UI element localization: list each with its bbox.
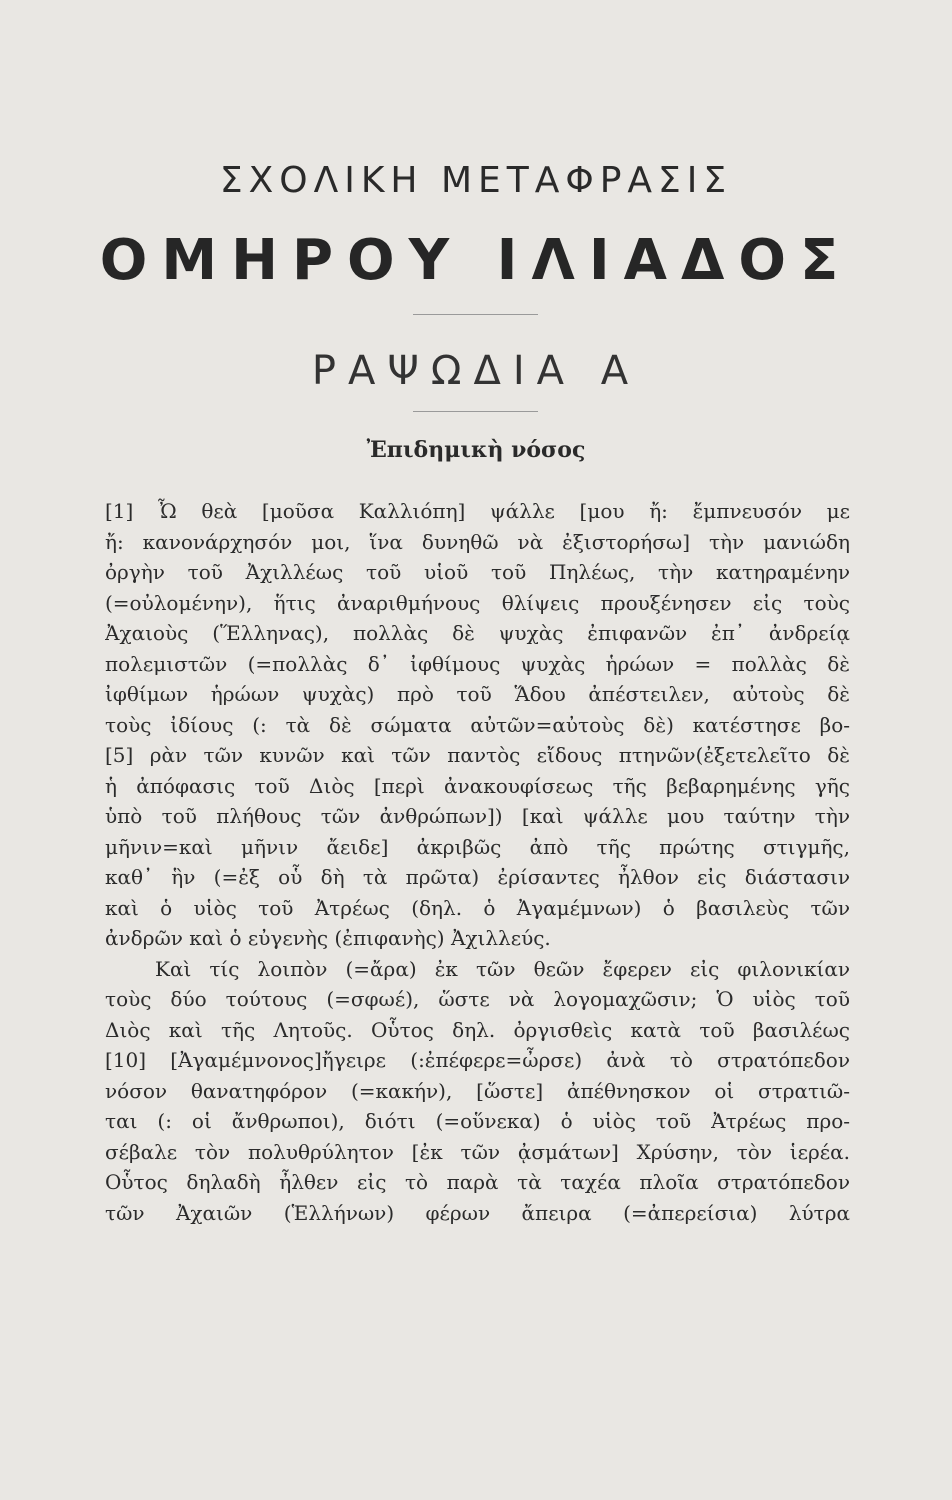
text-line: σέβαλε τὸν πολυθρύλητον [ἐκ τῶν ᾀσμάτων] Χρύσην, τὸν ἱερέα. xyxy=(105,1139,850,1164)
text-line: ἰφθίμων ἡρώων ψυχὰς) πρὸ τοῦ Ἅδου ἀπέστειλεν, αὐτοὺς δὲ xyxy=(105,682,850,706)
text-line: καθ᾿ ἣν (=ἐξ οὗ δὴ τὰ πρῶτα) ἐρίσαντες ἦλθον εἰς διάστασιν xyxy=(105,865,850,889)
text-line: [10] [Ἀγαμέμνονος]ἤγειρε (:ἐπέφερε=ὦρσε) ἀνὰ τὸ στρατόπεδον xyxy=(105,1048,850,1072)
work-title: ΟΜΗΡΟΥ ΙΛΙΑΔΟΣ xyxy=(99,228,853,293)
divider-bottom xyxy=(413,411,538,412)
divider-top xyxy=(413,314,538,315)
text-line: [1] Ὦ θεὰ [μοῦσα Καλλιόπη] ψάλλε [μου ἤ: ἔμπνευσόν με xyxy=(105,499,850,523)
text-line: ἀνδρῶν καὶ ὁ εὐγενὴς (ἐπιφανὴς) Ἀχιλλεύς. xyxy=(105,926,551,950)
text-line: ἡ ἀπόφασις τοῦ Διὸς [περὶ ἀνακουφίσεως τῆς βεβαρημένης γῆς xyxy=(105,773,850,798)
series-title: ΣΧΟΛΙΚΗ ΜΕΤΑΦΡΑΣΙΣ xyxy=(219,160,733,201)
text-line: ὀργὴν τοῦ Ἀχιλλέως τοῦ υἱοῦ τοῦ Πηλέως, τὴν κατηραμένην xyxy=(105,560,850,584)
text-line: πολεμιστῶν (=πολλὰς δ᾿ ἰφθίμους ψυχὰς ἡρώων = πολλὰς δὲ xyxy=(105,651,850,676)
text-line: Καὶ τίς λοιπὸν (=ἄρα) ἐκ τῶν θεῶν ἔφερεν εἰς φιλονικίαν xyxy=(155,956,850,981)
body-text xyxy=(105,496,850,1228)
section-title: Ἐπιδημικὴ νόσος xyxy=(366,437,586,463)
text-line: ἤ: κανονάρχησόν μοι, ἵνα δυνηθῶ νὰ ἐξιστορήσω] τὴν μανιώδη xyxy=(105,529,850,554)
text-line: νόσον θανατηφόρον (=κακήν), [ὥστε] ἀπέθνησκον οἱ στρατιῶ- xyxy=(105,1078,850,1103)
text-line: Διὸς καὶ τῆς Λητοῦς. Οὗτος δηλ. ὀργισθεὶς κατὰ τοῦ βασιλέως xyxy=(105,1017,850,1042)
text-line: ται (: οἱ ἄνθρωποι), διότι (=οὕνεκα) ὁ υἱὸς τοῦ Ἀτρέως προ- xyxy=(105,1109,850,1133)
text-line: (=οὐλομένην), ἥτις ἀναριθμήνους θλίψεις προυξένησεν εἰς τοὺς xyxy=(105,590,850,615)
text-line: Οὗτος δηλαδὴ ἦλθεν εἰς τὸ παρὰ τὰ ταχέα πλοῖα στρατόπεδον xyxy=(105,1170,850,1194)
text-line: τῶν Ἀχαιῶν (Ἑλλήνων) φέρων ἄπειρα (=ἀπερείσια) λύτρα xyxy=(105,1200,850,1225)
text-line: Ἀχαιοὺς (Ἕλληνας), πολλὰς δὲ ψυχὰς ἐπιφανῶν ἐπ᾿ ἀνδρείᾳ xyxy=(105,621,850,645)
text-line: καὶ ὁ υἱὸς τοῦ Ἀτρέως (δηλ. ὁ Ἀγαμέμνων) ὁ βασιλεὺς τῶν xyxy=(105,895,850,920)
text-line: ὑπὸ τοῦ πλήθους τῶν ἀνθρώπων]) [καὶ ψάλλε μου ταύτην τὴν xyxy=(105,804,850,828)
text-line: τοὺς δύο τούτους (=σφωέ), ὥστε νὰ λογομαχῶσιν; Ὁ υἱὸς τοῦ xyxy=(105,987,850,1011)
text-line: τοὺς ἰδίους (: τὰ δὲ σώματα αὐτῶν=αὐτοὺς δὲ) κατέστησε βο- xyxy=(105,712,850,737)
text-line: [5] ρὰν τῶν κυνῶν καὶ τῶν παντὸς εἴδους πτηνῶν(ἐξετελεῖτο δὲ xyxy=(105,743,850,767)
book-title: ΡΑΨΩΔΙΑ Α xyxy=(311,348,641,394)
text-line: μῆνιν=καὶ μῆνιν ἄειδε] ἀκριβῶς ἀπὸ τῆς πρώτης στιγμῆς, xyxy=(105,834,850,859)
